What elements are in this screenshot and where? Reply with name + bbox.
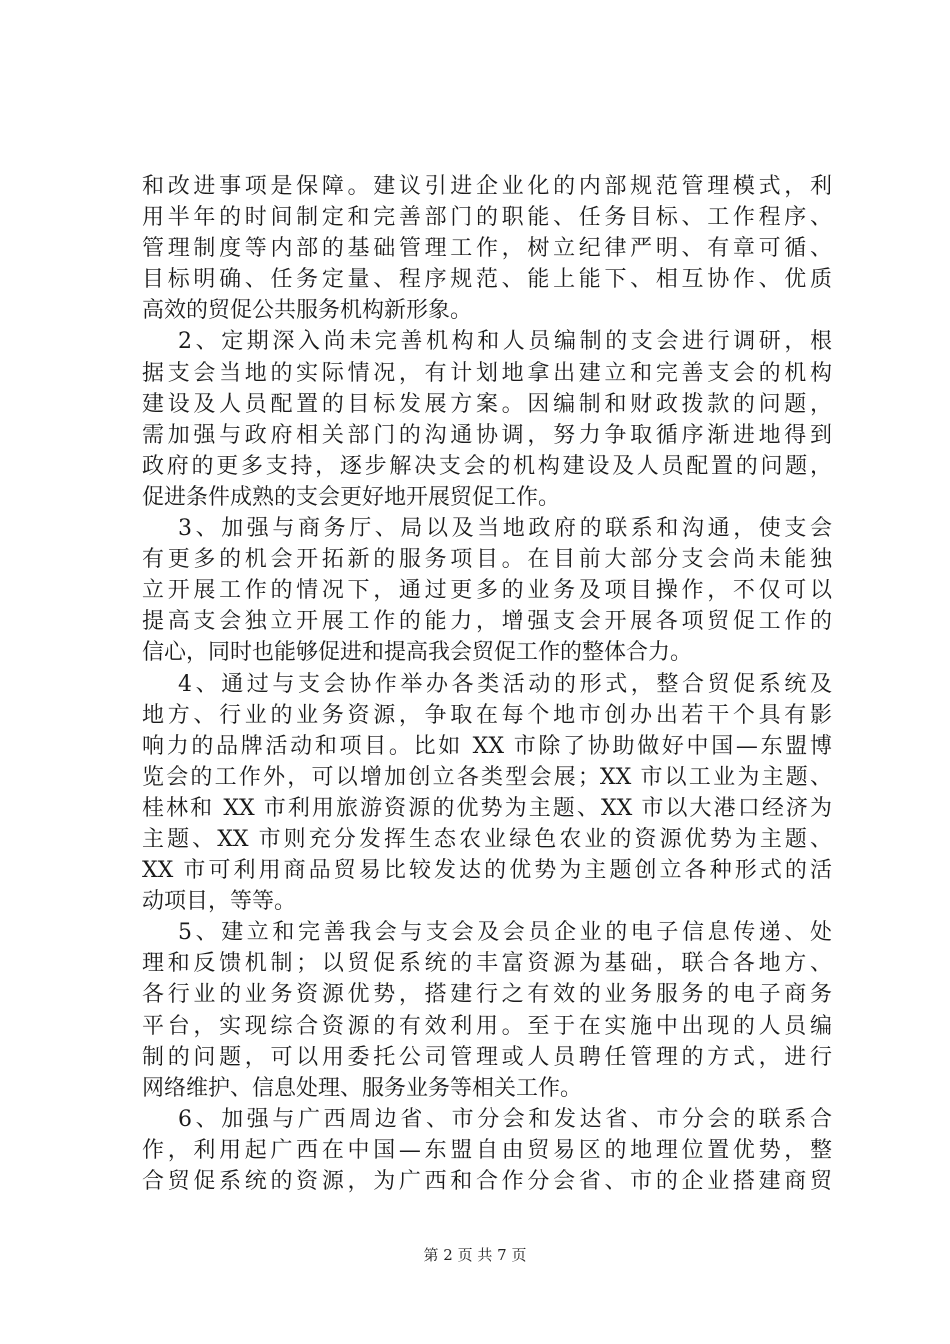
text-line: 2、定期深入尚未完善机构和人员编制的支会进行调研，根 bbox=[178, 329, 832, 355]
text-line: 制的问题，可以用委托公司管理或人员聘任管理的方式，进行 bbox=[142, 1044, 832, 1070]
text-line: 政府的更多支持，逐步解决支会的机构建设及人员配置的问题， bbox=[142, 453, 832, 479]
text-line: 有更多的机会开拓新的服务项目。在目前大部分支会尚未能独 bbox=[142, 547, 832, 573]
text-line: 览会的工作外，可以增加创立各类型会展；XX 市以工业为主题、 bbox=[142, 764, 832, 790]
text-line: 目标明确、任务定量、程序规范、能上能下、相互协作、优质 bbox=[142, 267, 832, 293]
text-line: 提高支会独立开展工作的能力，增强支会开展各项贸促工作的 bbox=[142, 609, 832, 635]
text-line: 信心，同时也能够促进和提高我会贸促工作的整体合力。 bbox=[142, 640, 693, 666]
text-line: 桂林和 XX 市利用旅游资源的优势为主题、XX 市以大港口经济为 bbox=[142, 795, 832, 821]
text-line: 管理制度等内部的基础管理工作，树立纪律严明、有章可循、 bbox=[142, 236, 832, 262]
text-line: 响力的品牌活动和项目。比如 XX 市除了协助做好中国—东盟博 bbox=[142, 733, 832, 759]
text-line: 3、加强与商务厅、局以及当地政府的联系和沟通，使支会 bbox=[178, 516, 832, 542]
text-line: 地方、行业的业务资源，争取在每个地市创办出若干个具有影 bbox=[142, 702, 832, 728]
text-line: 合贸促系统的资源，为广西和合作分会省、市的企业搭建商贸 bbox=[142, 1169, 832, 1194]
text-line: 立开展工作的情况下，通过更多的业务及项目操作，不仅可以 bbox=[142, 578, 832, 604]
text-line: 6、加强与广西周边省、市分会和发达省、市分会的联系合 bbox=[178, 1106, 832, 1132]
page-footer: 第 2 页 共 7 页 bbox=[423, 1246, 527, 1264]
text-line: 促进条件成熟的支会更好地开展贸促工作。 bbox=[142, 484, 561, 510]
text-line: 高效的贸促公共服务机构新形象。 bbox=[142, 298, 473, 324]
text-line: 5、建立和完善我会与支会及会员企业的电子信息传递、处 bbox=[178, 920, 832, 946]
text-line: 建设及人员配置的目标发展方案。因编制和财政拨款的问题， bbox=[142, 391, 832, 417]
text-line: 主题、XX 市则充分发挥生态农业绿色农业的资源优势为主题、 bbox=[142, 826, 832, 852]
text-line: 和改进事项是保障。建议引进企业化的内部规范管理模式，利 bbox=[142, 174, 832, 199]
text-line: 作，利用起广西在中国—东盟自由贸易区的地理位置优势，整 bbox=[142, 1137, 832, 1163]
text-line: 理和反馈机制；以贸促系统的丰富资源为基础，联合各地方、 bbox=[142, 951, 832, 977]
text-line: 4、通过与支会协作举办各类活动的形式，整合贸促系统及 bbox=[178, 671, 832, 697]
text-line: 各行业的业务资源优势，搭建行之有效的业务服务的电子商务 bbox=[142, 982, 832, 1008]
text-line: 据支会当地的实际情况，有计划地拿出建立和完善支会的机构 bbox=[142, 360, 832, 386]
text-line: 平台，实现综合资源的有效利用。至于在实施中出现的人员编 bbox=[142, 1013, 832, 1039]
text-line: 动项目，等等。 bbox=[142, 889, 297, 915]
text-line: XX 市可利用商品贸易比较发达的优势为主题创立各种形式的活 bbox=[142, 858, 832, 884]
text-line: 网络维护、信息处理、服务业务等相关工作。 bbox=[142, 1075, 583, 1101]
document-body bbox=[142, 171, 832, 1197]
text-line: 用半年的时间制定和完善部门的职能、任务目标、工作程序、 bbox=[142, 205, 832, 231]
text-line: 需加强与政府相关部门的沟通协调，努力争取循序渐进地得到 bbox=[142, 422, 832, 448]
